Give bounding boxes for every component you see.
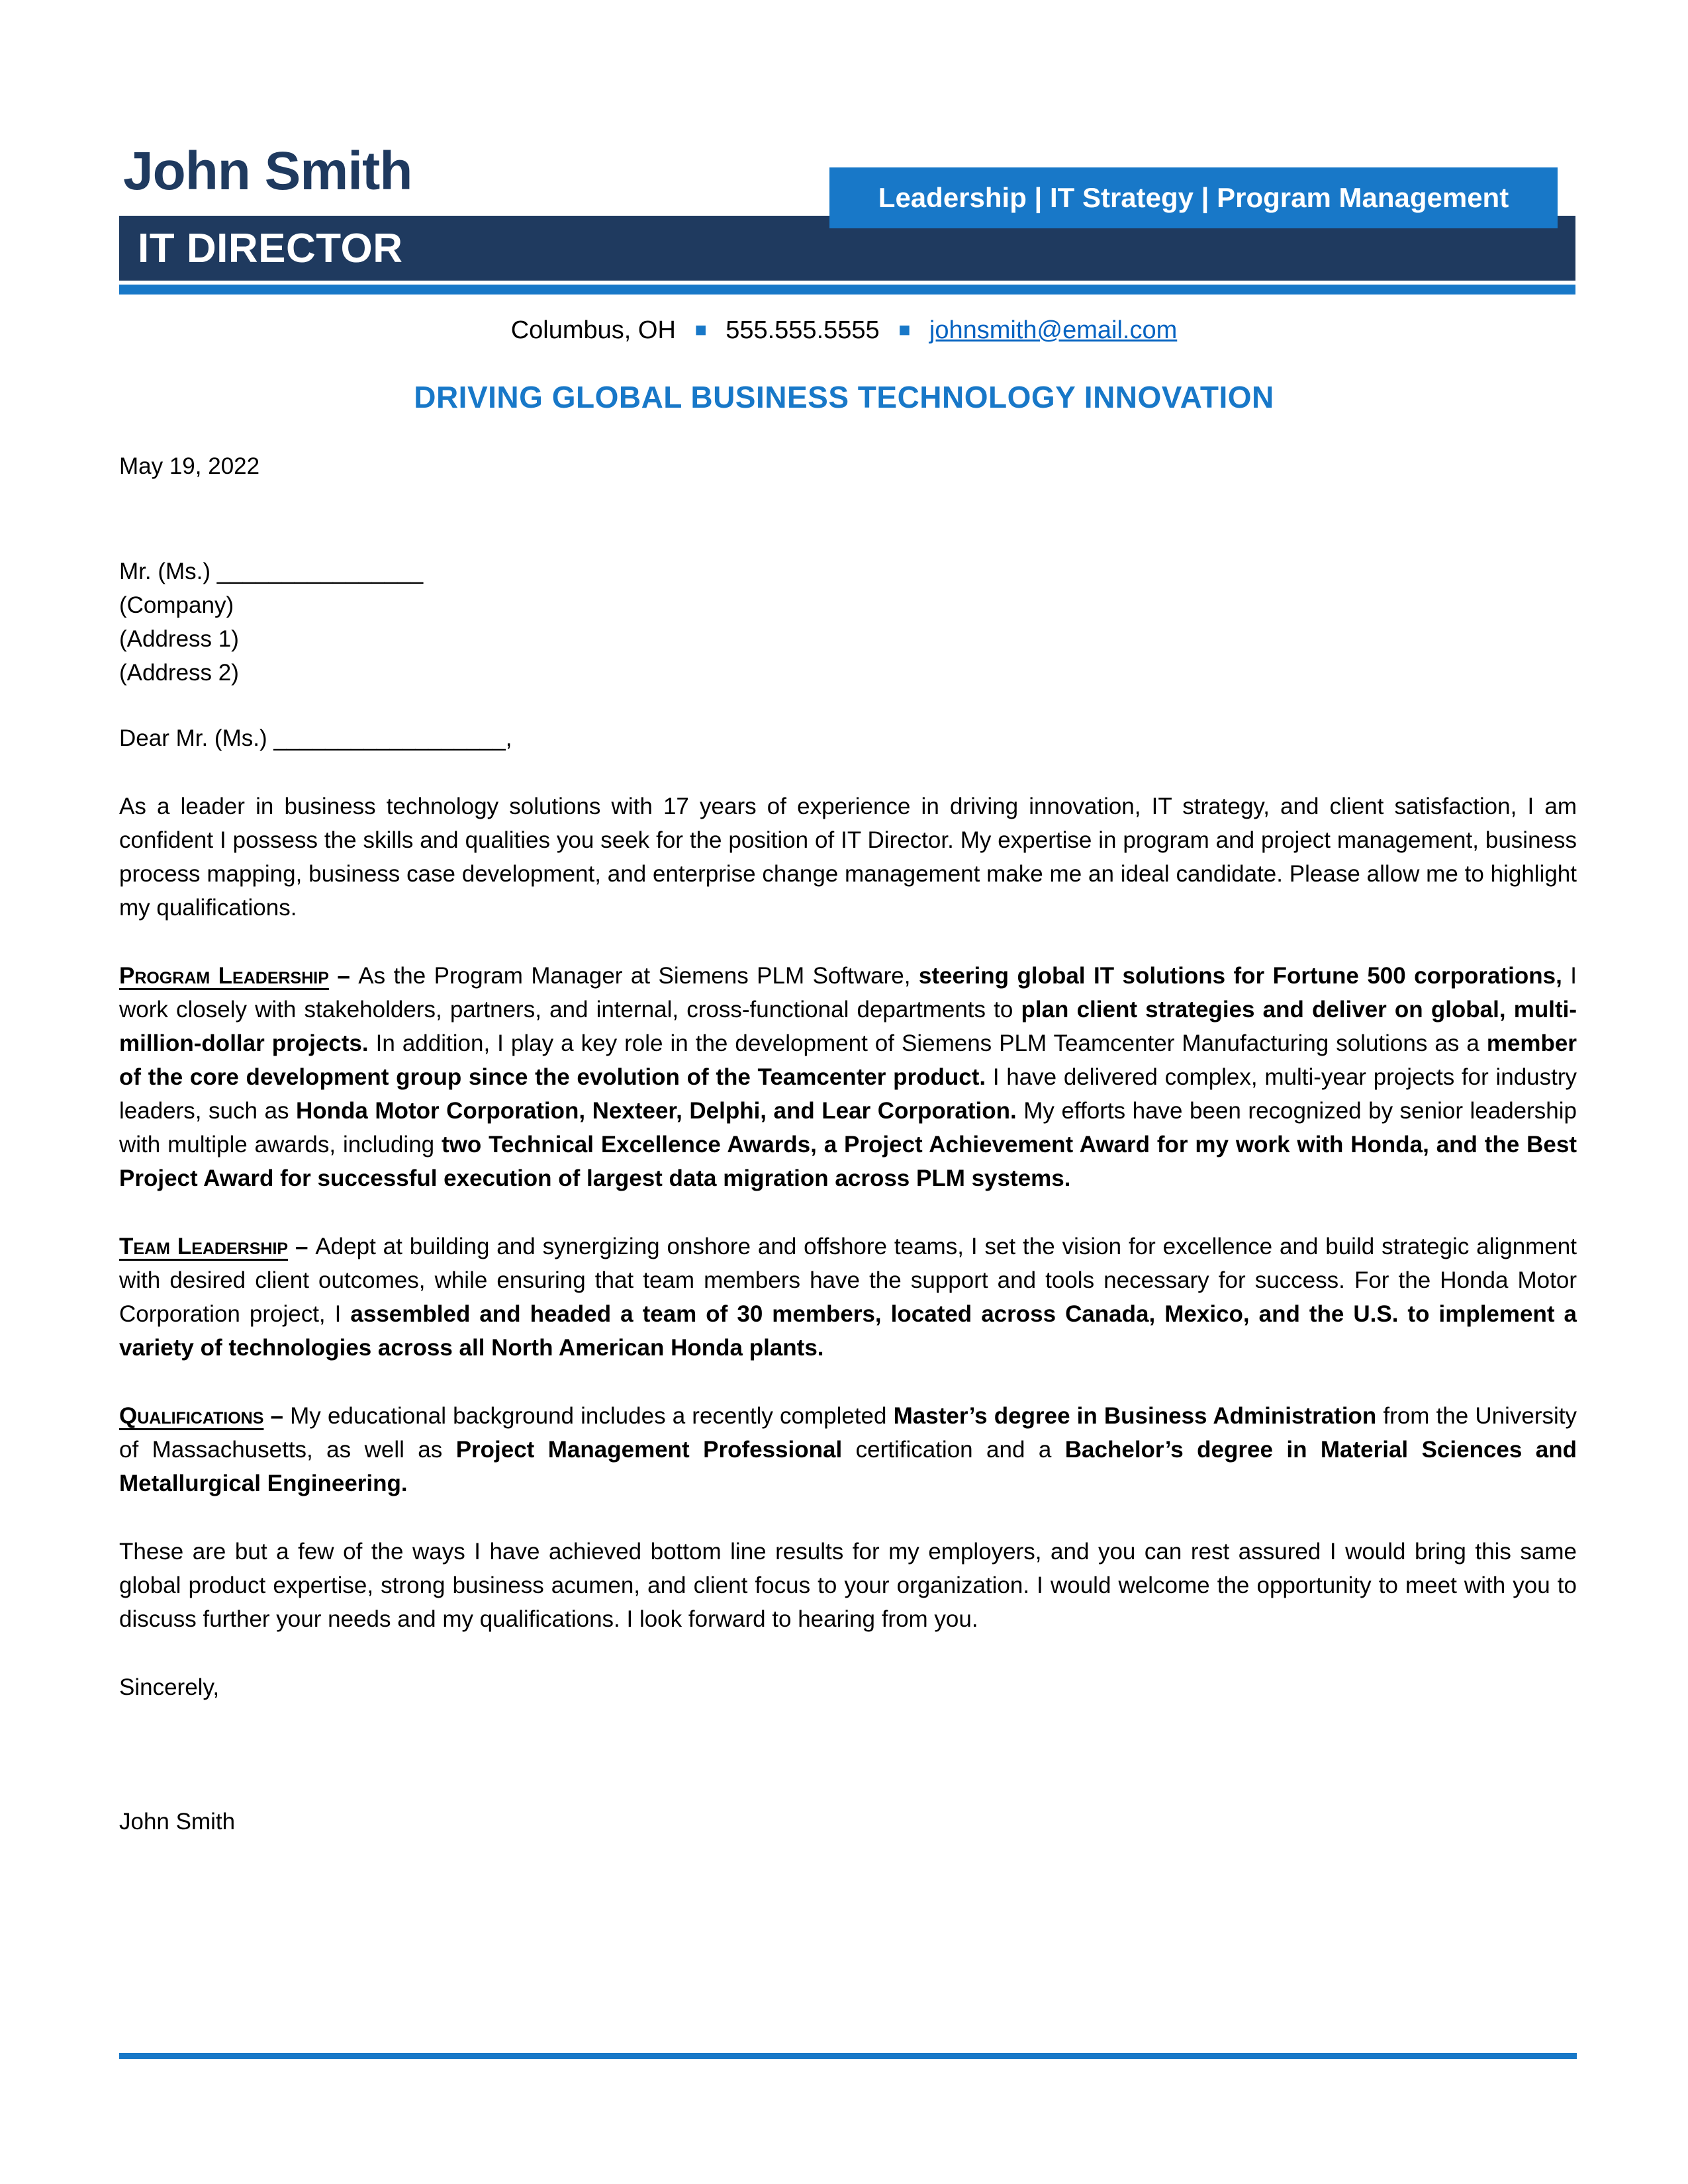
paragraph-segment: assembled and headed a team of 30 members, located across Canada, Mexico, and the U.S. to implement a variety of technologies across all North American Honda plants.: [119, 1301, 1577, 1361]
recipient-line: (Address 1): [119, 626, 239, 652]
paragraph-segment: –: [328, 963, 359, 989]
header: [0, 0, 1688, 302]
paragraph-segment: These are but a few of the ways I have achieved bottom line results for my employers, and you can rest assured I would bring this same global product expertise, strong business acumen, and client focus to your organization. I would welcome the opportunity to meet with you to discuss further your needs and my qualifications. I look forward to hearing from you.: [119, 1539, 1577, 1632]
contact-line: [0, 316, 1688, 345]
paragraph-segment: certification and a: [842, 1437, 1065, 1463]
contact-phone: 555.555.5555: [726, 316, 880, 344]
section-heading: Team Leadership: [119, 1234, 289, 1259]
letter-body: [119, 449, 1577, 1839]
square-bullet-icon: ■: [694, 319, 707, 341]
paragraph-closing-statement: [119, 1535, 1577, 1636]
recipient-line: Mr. (Ms.) ________________: [119, 559, 424, 584]
section-heading: Program Leadership: [119, 963, 329, 989]
paragraph-segment: Adept at building and synergizing onshore and offshore teams, I set the vision for excellence and build strategic alignment with desired client outcomes, while ensuring that team members have the support and tools necessary for success. For the Honda Motor Corporation project, I: [119, 1234, 1577, 1327]
email-link[interactable]: johnsmith@email.com: [929, 316, 1178, 344]
recipient-block: [119, 555, 1577, 690]
paragraph-segment: Project Management Professional: [455, 1437, 843, 1463]
paragraph-segment: –: [288, 1234, 316, 1259]
signature: John Smith: [119, 1809, 236, 1835]
paragraph-segment: Honda Motor Corporation, Nexteer, Delphi, and Lear Corporation.: [296, 1098, 1017, 1124]
paragraph-program-leadership: [119, 959, 1577, 1195]
recipient-line: (Address 2): [119, 660, 239, 686]
paragraph-segment: As a leader in business technology solutions with 17 years of experience in driving innovation, IT strategy, and client satisfaction, I am confident I possess the skills and qualities you seek for the position of IT Director. My expertise in program and project management, business process mapping, business case development, and enterprise change management make me an ideal candidate. Please allow me to highlight my qualifications.: [119, 794, 1577, 921]
paragraph-segment: steering global IT solutions for Fortune 500 corporations,: [918, 963, 1562, 989]
paragraph-segment: I have delivered complex, multi-year projects for industry leaders, such as: [119, 1064, 1577, 1124]
paragraph-segment: plan client strategies and deliver on global, multi-million-dollar projects.: [119, 997, 1577, 1056]
paragraph-segment: Bachelor’s degree in Material Sciences and Metallurgical Engineering.: [119, 1437, 1577, 1496]
accent-strip: [119, 285, 1575, 295]
paragraph-team-leadership: [119, 1230, 1577, 1365]
tagline-box: [829, 167, 1558, 228]
section-heading: Qualifications: [119, 1403, 264, 1429]
paragraph-segment: member of the core development group since the evolution of the Teamcenter product.: [119, 1030, 1577, 1090]
square-bullet-icon: ■: [898, 319, 911, 341]
paragraph-segment: As the Program Manager at Siemens PLM Software,: [358, 963, 919, 989]
paragraph-intro: [119, 790, 1577, 925]
date-line: May 19, 2022: [119, 453, 260, 479]
closing: Sincerely,: [119, 1674, 220, 1700]
paragraph-segment: I work closely with stakeholders, partners, and internal, cross-functional departments to: [119, 963, 1577, 1023]
paragraph-segment: –: [263, 1403, 291, 1429]
paragraph-segment: two Technical Excellence Awards, a Project Achievement Award for my work with Honda, and the Best Project Award for successful execution of largest data migration across PLM systems.: [119, 1132, 1577, 1191]
job-title: IT DIRECTOR: [138, 225, 403, 271]
name-heading: John Smith: [123, 141, 412, 201]
paragraph-segment: Master’s degree in Business Administration: [893, 1403, 1377, 1429]
paragraph-segment: from the University of Massachusetts, as well as: [119, 1403, 1577, 1463]
salutation: Dear Mr. (Ms.) __________________,: [119, 725, 512, 751]
footer-divider: [119, 2053, 1577, 2059]
paragraph-segment: My educational background includes a recently completed: [290, 1403, 894, 1429]
tagline-text: Leadership | IT Strategy | Program Management: [878, 182, 1509, 213]
paragraph-segment: My efforts have been recognized by senior leadership with multiple awards, including: [119, 1098, 1577, 1158]
headline: DRIVING GLOBAL BUSINESS TECHNOLOGY INNOVATION: [414, 380, 1274, 414]
contact-location: Columbus, OH: [510, 316, 676, 344]
paragraph-qualifications: [119, 1399, 1577, 1500]
paragraph-segment: In addition, I play a key role in the development of Siemens PLM Teamcenter Manufacturing solutions as a: [368, 1030, 1487, 1056]
recipient-line: (Company): [119, 592, 234, 618]
